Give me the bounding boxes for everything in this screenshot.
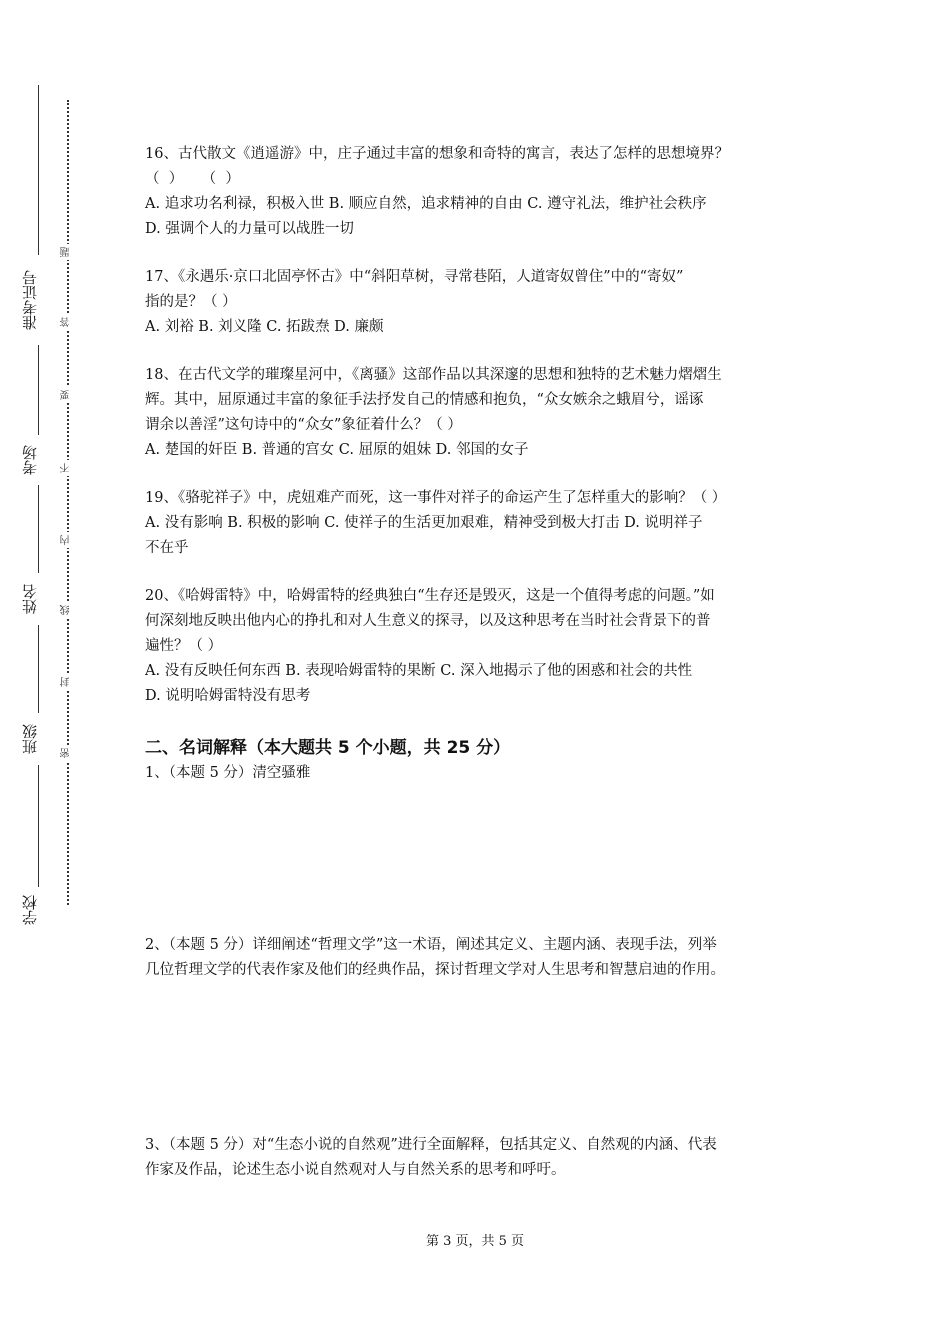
question-options: A. 没有反映任何东西 B. 表现哈姆雷特的果断 C. 深入地揭示了他的困惑和社会的共性	[145, 663, 693, 679]
seal-char: 要	[59, 387, 75, 403]
seal-char: 不	[59, 460, 75, 476]
question-text: 20、《哈姆雷特》中，哈姆雷特的经典独白“生存还是毁灭，这是一个值得考虑的问题。”如	[145, 588, 715, 604]
answer-space	[145, 786, 810, 933]
question-text: 19、《骆驼祥子》中，虎妞难产而死，这一事件对祥子的命运产生了怎样重大的影响？（ ）	[145, 490, 727, 506]
term-question-1	[145, 761, 810, 786]
seal-char: 内	[59, 532, 75, 548]
answer-bracket: （ ） （ ）	[145, 171, 240, 187]
question-text: 1、（本题 5 分）清空骚雅	[145, 765, 311, 781]
question-text: 17、《永遇乐·京口北固亭怀古》中“斜阳草树，寻常巷陌，人道寄奴曾住”中的“寄奴”	[145, 269, 684, 285]
exam-content	[145, 142, 810, 1183]
question-options: D. 说明哈姆雷特没有思考	[145, 688, 311, 704]
binding-line	[38, 765, 39, 887]
term-question-2	[145, 933, 810, 983]
question-options: A. 没有影响 B. 积极的影响 C. 使祥子的生活更加艰难，精神受到极大打击 D. 说明祥子	[145, 515, 703, 531]
school-label: 学校	[21, 895, 39, 925]
question-options: A. 楚国的奸臣 B. 普通的宫女 C. 屈原的姐妹 D. 邻国的女子	[145, 442, 529, 458]
question-text: 3、（本题 5 分）对“生态小说的自然观”进行全面解释，包括其定义、自然观的内涵、代表	[145, 1137, 717, 1153]
binding-line	[38, 85, 39, 255]
seal-char: 封	[59, 674, 75, 690]
term-question-3	[145, 1133, 810, 1183]
page-footer: 第 3 页，共 5 页	[425, 1234, 525, 1249]
question-17	[145, 265, 810, 340]
question-text: 谓余以善淫”这句诗中的“众女”象征着什么？（ ）	[145, 417, 462, 433]
question-options: A. 刘裕 B. 刘义隆 C. 拓跋焘 D. 廉颇	[145, 319, 384, 335]
question-options: 不在乎	[145, 540, 189, 556]
name-label: 姓名	[21, 584, 39, 614]
question-text: 2、（本题 5 分）详细阐述“哲理文学”这一术语，阐述其定义、主题内涵、表现手法，列举	[145, 937, 717, 953]
seal-dotted-line	[67, 100, 69, 905]
question-text: 18、在古代文学的璀璨星河中，《离骚》这部作品以其深邃的思想和独特的艺术魅力熠熠生	[145, 367, 722, 383]
question-options: A. 追求功名利禄，积极入世 B. 顺应自然，追求精神的自由 C. 遵守礼法，维护社会秩序	[145, 196, 707, 212]
binding-line	[38, 345, 39, 435]
exam-number-label: 准考证号	[21, 270, 39, 330]
question-18	[145, 363, 810, 463]
question-text: 辉。其中，屈原通过丰富的象征手法抒发自己的情感和抱负，“众女嫉余之蛾眉兮，谣诼	[145, 392, 704, 408]
seal-char: 答	[59, 314, 75, 330]
question-text: 遍性？（ ）	[145, 638, 223, 654]
question-text: 指的是？（ ）	[145, 294, 237, 310]
question-text: 作家及作品，论述生态小说自然观对人与自然关系的思考和呼吁。	[145, 1162, 566, 1178]
question-options: D. 强调个人的力量可以战胜一切	[145, 221, 354, 237]
question-text: 何深刻地反映出他内心的挣扎和对人生意义的探寻，以及这种思考在当时社会背景下的普	[145, 613, 711, 629]
question-20	[145, 584, 810, 709]
seal-char: 题	[59, 244, 75, 260]
question-16	[145, 142, 810, 242]
seal-char: 线	[59, 602, 75, 618]
class-label: 班级	[21, 724, 39, 754]
question-text: 16、古代散文《逍遥游》中，庄子通过丰富的想象和奇特的寓言，表达了怎样的思想境界？	[145, 146, 729, 162]
section-title: 二、名词解释（本大题共 5 个小题，共 25 分）	[145, 738, 511, 758]
binding-line	[38, 485, 39, 573]
seal-char: 密	[59, 745, 75, 761]
binding-line	[38, 625, 39, 713]
answer-space	[145, 983, 810, 1133]
question-19	[145, 486, 810, 561]
exam-room-label: 考场	[21, 445, 39, 475]
question-text: 几位哲理文学的代表作家及他们的经典作品，探讨哲理文学对人生思考和智慧启迪的作用。	[145, 962, 725, 978]
